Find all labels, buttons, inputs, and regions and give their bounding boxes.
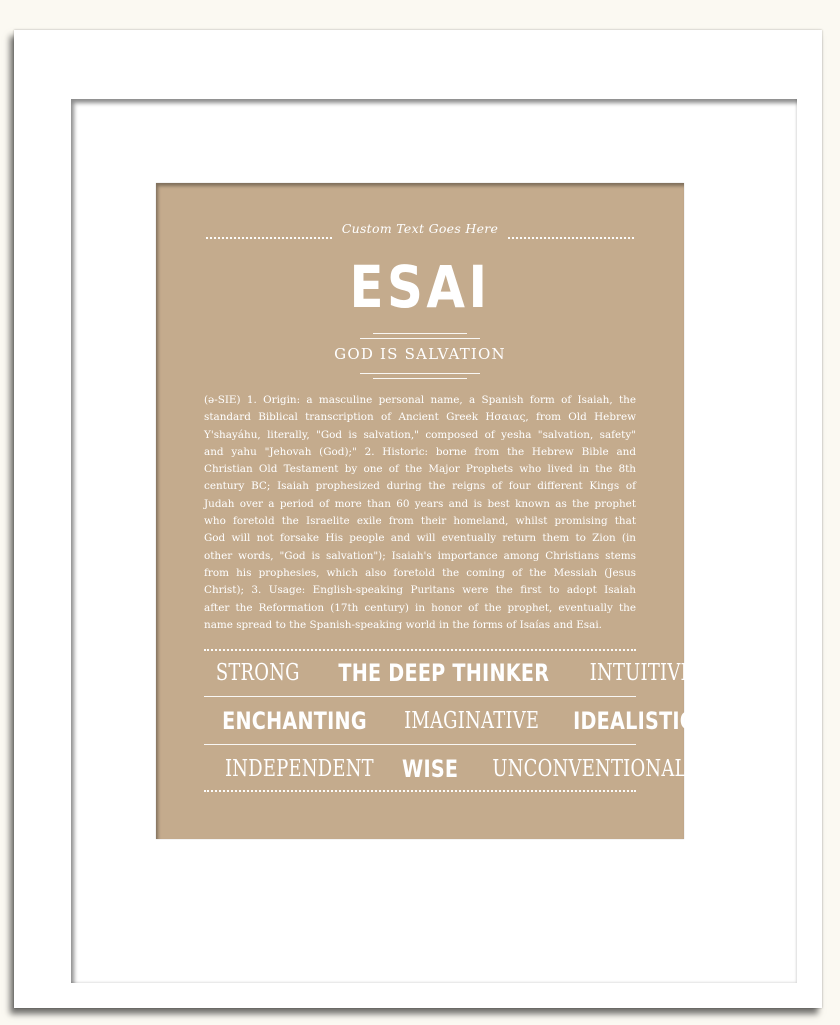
definition-line: century BC; Isaiah prophesized during the reigns of four different Kings of <box>204 480 636 493</box>
trait-word: UNCONVENTIONAL <box>492 756 687 782</box>
name-definition <box>204 392 636 634</box>
name-underline-bottom <box>360 338 480 339</box>
trait-word: ENCHANTING <box>222 707 367 735</box>
meaning-underline-bottom <box>373 378 467 379</box>
trait-word: THE DEEP THINKER <box>337 659 549 687</box>
traits-row-3 <box>204 752 687 786</box>
traits-divider-2 <box>204 744 636 745</box>
top-left-dotted-rule <box>206 237 332 239</box>
definition-line: Judah over a period of more than 60 years and is best known as the prophet <box>204 497 636 510</box>
traits-bottom-dotted-rule <box>204 790 636 792</box>
definition-line: Christian Old Testament by one of the Major Prophets who lived in the 8th <box>204 463 636 476</box>
definition-line: name spread to the Spanish-speaking world in the forms of Isaías and Esai. <box>204 618 602 631</box>
name-meaning: GOD IS SALVATION <box>334 345 506 363</box>
definition-line: Christ); 3. Usage: English-speaking Puritans were the first to adopt Isaiah <box>204 584 636 597</box>
name-title: ESAI <box>349 253 491 321</box>
name-print <box>156 183 695 839</box>
trait-word: INTUITIVE <box>589 660 695 686</box>
definition-line: standard Biblical transcription of Ancient Greek Ησαιας, from Old Hebrew <box>204 411 636 424</box>
custom-text: Custom Text Goes Here <box>341 221 499 236</box>
name-underline-top <box>373 333 467 334</box>
trait-word: WISE <box>401 755 459 783</box>
trait-word: IDEALISTIC <box>573 707 695 735</box>
definition-line: who foretold the Israelite exile from their homeland, whilst promising that <box>204 515 636 528</box>
traits-row-1 <box>204 656 695 690</box>
trait-word: IMAGINATIVE <box>404 708 540 734</box>
top-right-dotted-rule <box>508 237 634 239</box>
definition-line: (ə-SIE) 1. Origin: a masculine personal name, a Spanish form of Isaiah, the <box>204 394 636 406</box>
definition-line: and yahu "Jehovah (God);" 2. Historic: borne from the Hebrew Bible and <box>204 445 636 458</box>
traits-row-2 <box>204 704 695 738</box>
definition-line: Y'shayáhu, literally, "God is salvation," composed of yesha "salvation, safety" <box>204 428 636 441</box>
traits-divider-1 <box>204 696 636 697</box>
trait-word: STRONG <box>215 660 300 686</box>
definition-line: after the Reformation (17th century) in honor of the prophet, eventually the <box>204 601 636 614</box>
definition-line: other words, "God is salvation"); Isaiah's importance among Christians stems <box>204 549 636 562</box>
definition-line: from his prophesies, which also foretold the coming of the Messiah (Jesus <box>204 566 636 579</box>
meaning-underline-top <box>360 373 480 374</box>
trait-word: INDEPENDENT <box>224 756 374 782</box>
traits-top-dotted-rule <box>204 649 636 651</box>
definition-line: God will not forsake His people and will eventually return them to Zion (in <box>204 532 636 545</box>
